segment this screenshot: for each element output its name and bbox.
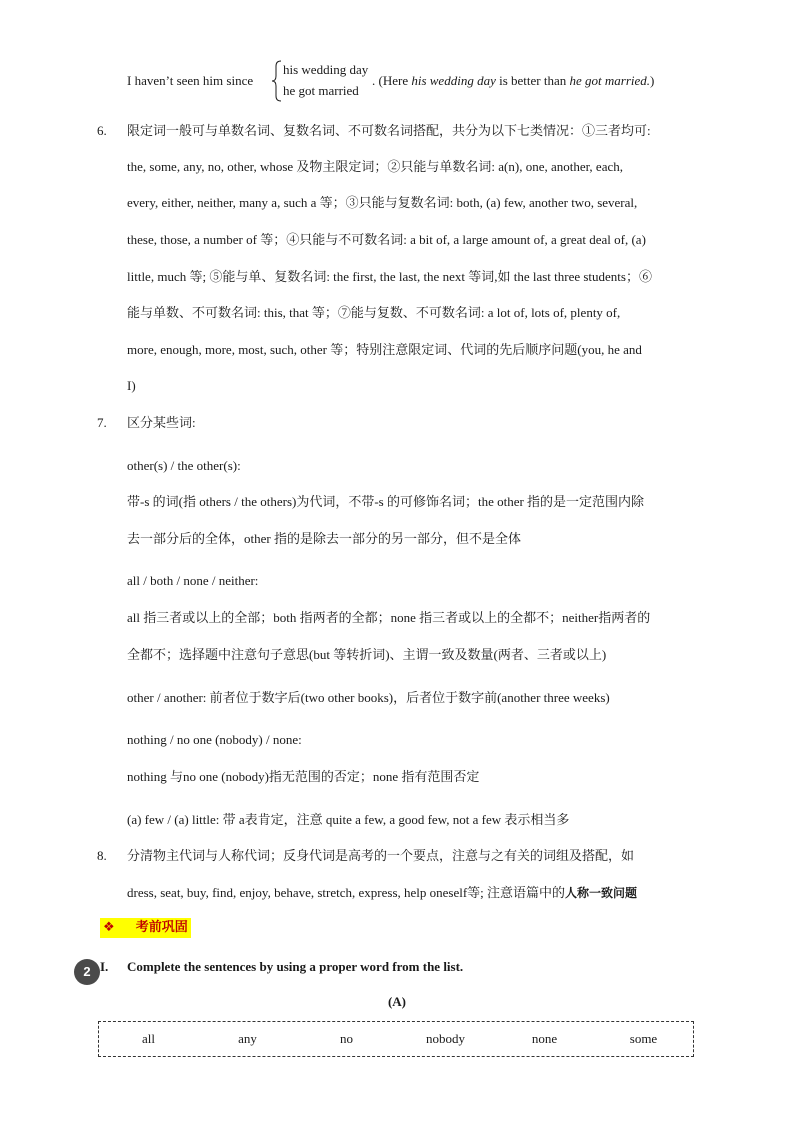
section-title: 考前巩固 <box>135 920 188 935</box>
item-6-line-5: little, much 等; ⑤能与单、复数名词: the first, the last, the next 等词,如 the last three students；⑥ <box>127 269 652 284</box>
item-6-line-6: 能与单数、不可数名词: this, that 等；⑦能与复数、不可数名词: a lot of, lots of, plenty of, <box>127 305 621 320</box>
item-8-line-2 <box>127 884 637 902</box>
word-list-box <box>98 1021 694 1057</box>
item-8-number: 8. <box>97 848 107 863</box>
item-7-sub5: (a) few / (a) little: 带 a表肯定，注意 quite a few, a good few, not a few 表示相当多 <box>127 812 570 827</box>
item-7-sub1-head: other(s) / the other(s): <box>127 458 241 473</box>
item-7-sub1-line-2: 去一部分后的全体，other 指的是除去一部分的另一部分，但不是全体 <box>127 531 521 546</box>
example-option-1: his wedding day <box>283 62 369 77</box>
item-7-heading: 区分某些词: <box>127 415 196 430</box>
example-paren-open: . (Here <box>372 73 412 88</box>
item-7-sub4-head: nothing / no one (nobody) / none: <box>127 732 302 747</box>
item-7-number: 7. <box>97 415 107 430</box>
item-8-line-2-bold: 人称一致问题 <box>565 886 638 900</box>
brace-icon <box>272 60 282 102</box>
exercise-roman-numeral: I. <box>100 959 109 974</box>
item-6-line-1: 限定词一般可与单数名词、复数名词、不可数名词搭配，共分为以下七类情况：①三者均可: <box>127 123 651 138</box>
item-7-sub1-line-1: 带-s 的词(指 others / the others)为代词，不带-s 的可修饰名词；the other 指的是一定范围内除 <box>127 494 645 509</box>
item-6-line-3: every, either, neither, many a, such a 等；③只能与复数名词: both, (a) few, another two, several, <box>127 195 638 210</box>
word-list-item: all <box>142 1031 155 1046</box>
example-italic-1: his wedding day <box>411 73 496 88</box>
item-8-line-1: 分清物主代词与人称代词；反身代词是高考的一个要点，注意与之有关的词组及搭配，如 <box>127 848 635 863</box>
word-list-item: none <box>531 1031 558 1046</box>
diamond-icon: ❖ <box>103 920 115 935</box>
exercise-part-label: (A) <box>387 994 407 1009</box>
example-italic-2: he got married. <box>569 73 651 88</box>
item-7-sub2-line-1: all 指三者或以上的全部；both 指两者的全都；none 指三者或以上的全都不；neither指两者的 <box>127 610 651 625</box>
word-list-item: any <box>238 1031 257 1046</box>
item-6-number: 6. <box>97 123 107 138</box>
example-paren-close: ) <box>650 73 655 88</box>
question-number-badge: 2 <box>74 959 100 985</box>
section-heading <box>100 918 191 938</box>
item-6-line-7: more, enough, more, most, such, other 等；特别注意限定词、代词的先后顺序问题(you, he and <box>127 342 642 357</box>
item-7-sub2-line-2: 全都不；选择题中注意句子意思(but 等转折词)、主谓一致及数量(两者、三者或以上) <box>127 647 607 662</box>
example-prefix: I haven’t seen him since <box>127 73 254 88</box>
item-6-line-2: the, some, any, no, other, whose 及物主限定词；②只能与单数名词: a(n), one, another, each, <box>127 159 623 174</box>
item-6-line-4: these, those, a number of 等；④只能与不可数名词: a bit of, a large amount of, a great deal of, (a) <box>127 232 646 247</box>
word-list-item: some <box>629 1031 658 1046</box>
word-list-item: nobody <box>426 1031 465 1046</box>
word-list-item: no <box>340 1031 353 1046</box>
item-7-sub4-line-1: nothing 与no one (nobody)指无范围的否定；none 指有范围否定 <box>127 769 480 784</box>
item-6-line-8: I) <box>127 378 136 393</box>
item-7-sub2-head: all / both / none / neither: <box>127 573 259 588</box>
example-explanation <box>372 72 654 90</box>
item-7-sub3: other / another: 前者位于数字后(two other books)，后者位于数字前(another three weeks) <box>127 690 610 705</box>
example-option-2: he got married <box>283 83 359 98</box>
item-8-line-2-text: dress, seat, buy, find, enjoy, behave, stretch, express, help oneself等; 注意语篇中的 <box>127 885 566 900</box>
exercise-instruction: Complete the sentences by using a proper word from the list. <box>127 959 464 974</box>
example-paren-mid: is better than <box>495 73 570 88</box>
